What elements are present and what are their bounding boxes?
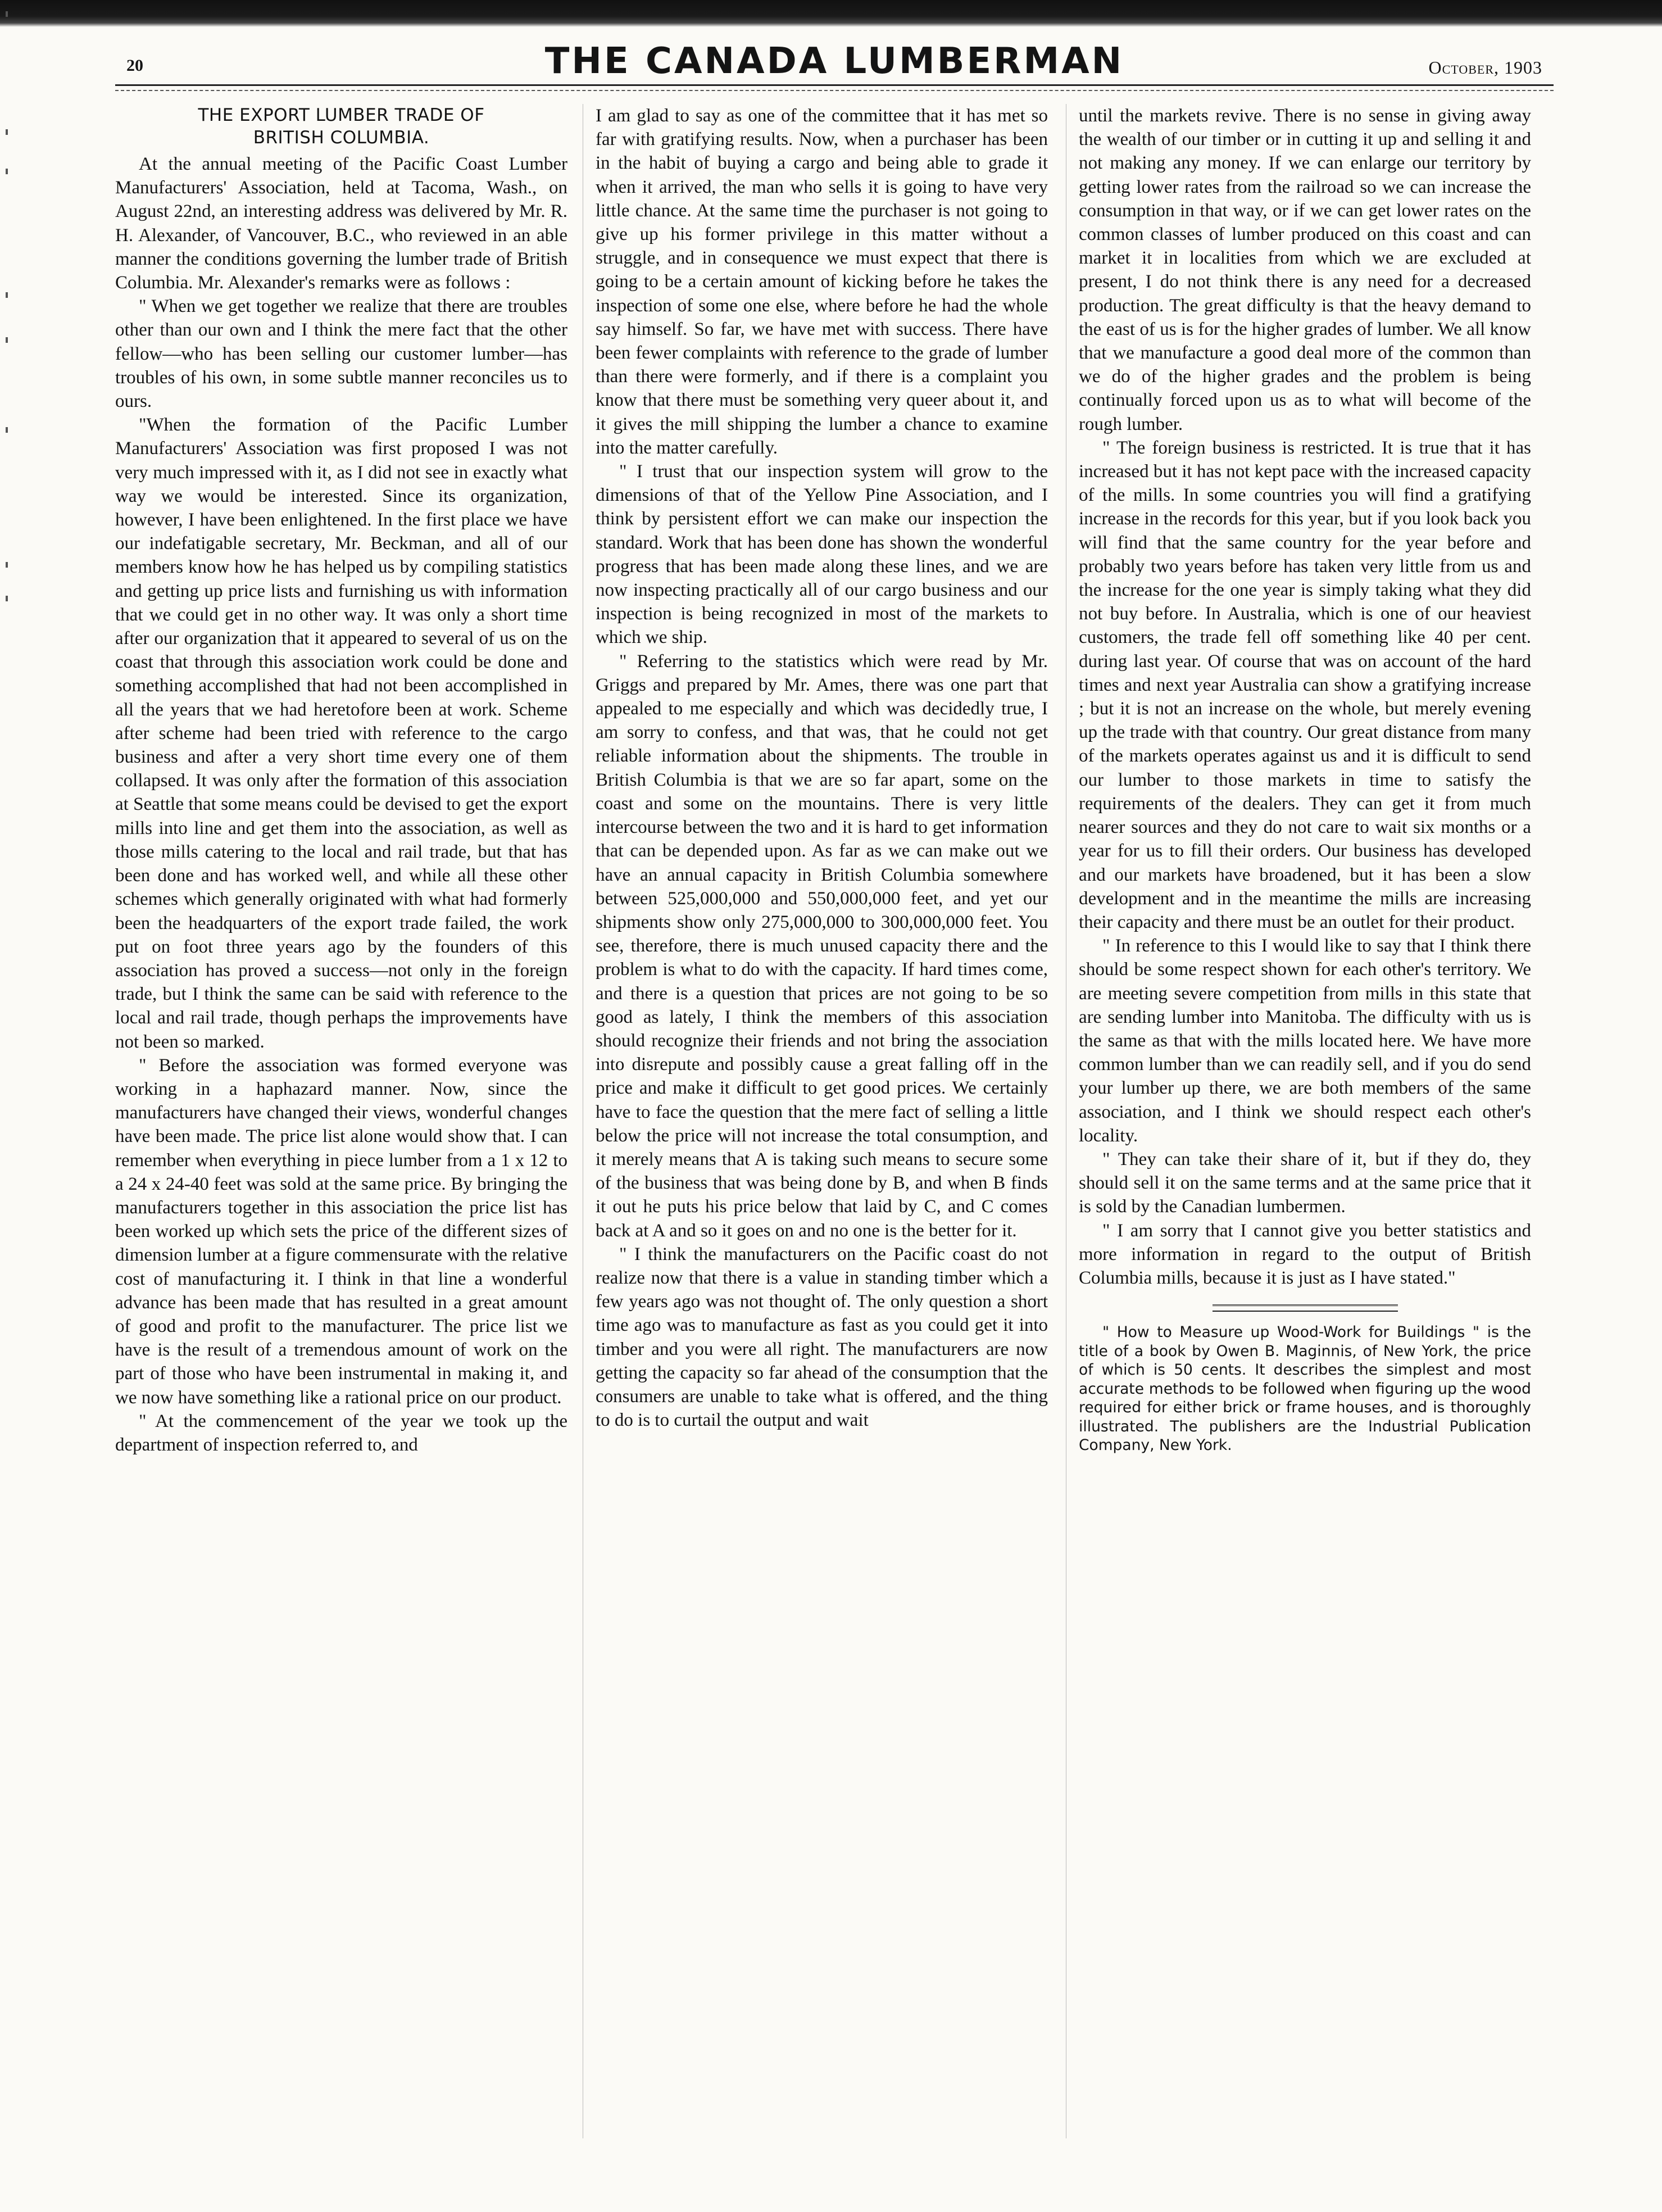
article-column-3 [1079,104,1531,1455]
paragraph-continued: until the markets revive. There is no sense in giving away the wealth of our timber or in cutting it up and selling it and not making any money. If we can enlarge our territory by getting lower rates from the railroad so we can increase the consumption in that way, or if we can get lower rates on the common classes of lumber produced on this coast and can market it in localities from which we are excluded at present, I do not think there is any need for a decreased production. The great difficulty is that the heavy demand to the east of us is for the higher grades of lumber. We all know that we manufacture a good deal more of the common than we do of the higher grades and the problem is being continually forced upon us as to what will become of the rough lumber. [1079,106,1531,434]
header-rule-dashed [115,90,1554,91]
page-header [115,40,1554,91]
paragraph: " I trust that our inspection system will grow to the dimensions of that of the Yellow Pine Association, and I think by persistent effort we can make our inspection the standard. Work that has been done has shown the wonderful progress that has been made along these lines, and we are now inspecting practically all of our cargo business and our inspection is being recognized in most of the markets to which we ship. [596,461,1048,648]
page-number: 20 [126,56,143,75]
book-notice [1079,1323,1531,1455]
article-title-line-2: BRITISH COLUMBIA. [253,128,430,148]
paragraph: " When we get together we realize that there are troubles other than our own and I think the mere fact that the other fellow—who has been selling our customer lumber—has troubles of his own, in some subtle manner reconciles us to ours. [115,296,567,412]
issue-date: October, 1903 [1428,57,1542,78]
masthead-title: THE CANADA LUMBERMAN [544,40,1124,82]
paragraph: " In reference to this I would like to say that I think there should be some respect shown for each other's territory. We are meeting severe competition from mills in this state that are sending lumber into Manitoba. The difficulty with us is the same as that with the mills located here. We have more common lumber than we can readily sell, and if you do send your lumber up there, we are both members of the same association, and I think we should respect each other's locality. [1079,936,1531,1146]
paragraph: " They can take their share of it, but if they do, they should sell it on the same terms and at the same price that it is sold by the Canadian lumbermen. [1079,1149,1531,1217]
top-scan-strip [0,0,1662,27]
paragraph: "When the formation of the Pacific Lumber Manufacturers' Association was first proposed I was not very much impressed with it, as I did not see in exactly what way we would be interested. Since its organization, however, I have been enlightened. In the first place we have our indefatigable secretary, Mr. Beckman, and all of our members know how he has helped us by compiling statistics and getting up price lists and furnishing us with information that we could get in no other way. It was only a short time after our organization that it appeared to several of us on the coast that through this association work could be done and something accomplished that had not been accomplished in all the years that we had heretofore been at work. Scheme after scheme had been tried with reference to the cargo business and after a very short time every one of them collapsed. It was only after the formation of this association at Seattle that some means could be devised to get the export mills into line and get them into the association, as well as those mills catering to the local and rail trade, but that has been done and has worked well, and while all these other schemes which generally originated with what had formerly been the headquarters of the export trade failed, the work put on foot three years ago by the founders of this association has proved a success—not only in the foreign trade, but I think the same can be said with reference to the local and rail trade, though perhaps the improvements have not been so marked. [115,415,567,1052]
paragraph: " Before the association was formed everyone was working in a haphazard manner. Now, since the manufacturers have changed their views, wonderful changes have been made. The price list alone would show that. I can remember when everything in piece lumber from a 1 x 12 to a 24 x 24-40 feet was sold at the same price. By bringing the manufacturers together in this association the price list has been worked up which sets the price of the different sizes of dimension lumber at a figure commensurate with the relative cost of manufacturing it. I think in that line a wonderful advance has been made that has resulted in a great amount of good and profit to the manufacturer. The price list we have is the result of a tremendous amount of work on the part of those who have been instrumental in making it, and we now have something like a rational price on our product. [115,1055,567,1408]
paragraph-continued: I am glad to say as one of the committee that it has met so far with gratifying results. Now, when a purchaser has been in the habit of buying a cargo and being able to grade it when it arrived, the man who sells it is going to have very little chance. At the same time the purchaser is not going to give up his former privilege in this matter without a struggle, and in consequence we must expect that there is going to be a certain amount of kicking before he takes the inspection of some one else, where before he had the whole say himself. So far, we have met with success. There have been fewer complaints with reference to the grade of lumber than there were formerly, and if there is a complaint you know that there must be something very queer about it, and it gives the mill shipping the lumber a chance to examine into the matter carefully. [596,106,1048,458]
article-column-2 [596,104,1048,1432]
book-notice-text: " How to Measure up Wood-Work for Buildings " is the title of a book by Owen B. Maginnis, of New York, the price of which is 50 cents. It describes the simplest and most accurate methods to be followed when figuring up the wood required for either brick or frame houses, and is thoroughly illustrated. The publishers are the Industrial Publication Company, New York. [1079,1323,1531,1454]
article-column-1 [115,104,567,1457]
paragraph: " The foreign business is restricted. It is true that it has increased but it has not kept pace with the increased capacity of the mills. In some countries you will find a gratifying increase in the records for this year, but if you look back you will find that the same country for the year before and probably two years before has taken very little from us and the increase for the one year is simply taking what they did not buy before. In Australia, which is one of our heaviest customers, the trade fell off something like 40 per cent. during last year. Of course that was on account of the hard times and next year Australia can show a gratifying increase ; but it is not an increase on the whole, but merely evening up the trade with that country. Our great distance from many of the markets operates against us and it is difficult to send our lumber to those markets in time to satisfy the requirements of the dealers. They can get it from much nearer sources and they do not care to wait six months or a year for us to fill their orders. Our business has developed and our markets have broadened, but it has been a slow development and in the meantime the mills are increasing their capacity and there must be an outlet for their product. [1079,437,1531,932]
margin-scan-specks [0,0,22,731]
article-title-line-1: THE EXPORT LUMBER TRADE OF [198,105,485,125]
paragraph: " I think the manufacturers on the Pacific coast do not realize now that there is a value in standing timber which a few years ago was not thought of. The only question a short time ago was to manufacture as fast as you could get it into timber and you were all right. The manufacturers are now getting the capacity so far ahead of the consumption that the consumers are unable to take what is offered, and the thing to do is to curtail the output and wait [596,1244,1048,1431]
paragraph: " I am sorry that I cannot give you better statistics and more information in regard to the output of British Columbia mills, because it is just as I have stated." [1079,1220,1531,1288]
paragraph: At the annual meeting of the Pacific Coast Lumber Manufacturers' Association, held at Tacoma, Wash., on August 22nd, an interesting address was delivered by Mr. R. H. Alexander, of Vancouver, B.C., who reviewed in an able manner the conditions governing the lumber trade of British Columbia. Mr. Alexander's remarks were as follows : [115,154,567,293]
paragraph: " Referring to the statistics which were read by Mr. Griggs and prepared by Mr. Ames, there was one part that appealed to me especially and which was decidedly true, I am sorry to confess, and that was, that he could not get reliable information about the shipments. The trouble in British Columbia is that we are so far apart, some on the coast and some on the mountains. There is very little intercourse between the two and it is hard to get information that can be depended upon. As far as we can make out we have an annual capacity in British Columbia somewhere between 525,000,000 and 550,000,000 feet, and yet our shipments show only 275,000,000 to 300,000,000 feet. You see, therefore, there is much unused capacity there and the problem is what to do with the capacity. If hard times come, and there is a question that prices are not going to be so good as lately, I think the members of this association should recognize their friends and not bring the association into disrepute and possibly cause a great falling off in the price and make it difficult to get good prices. We certainly have to face the question that the mere fact of selling a little below the price will not increase the total consumption, and it merely means that A is taking such means to secure some of the business that was being done by B, and when B finds it out he puts his price below that laid by C, and C comes back at A and so it goes on and no one is the better for it. [596,651,1048,1241]
header-rule [115,84,1554,86]
article-title [115,104,567,149]
paragraph: " At the commencement of the year we took up the department of inspection referred to, and [115,1411,567,1455]
section-divider [1213,1304,1398,1312]
